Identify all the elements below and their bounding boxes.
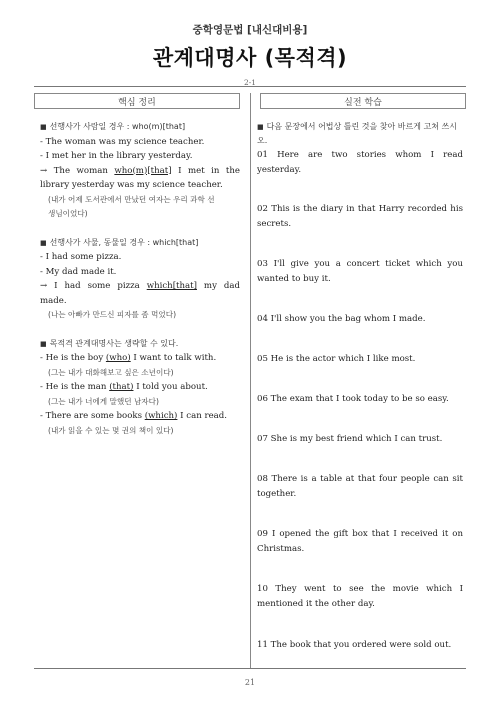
- page-number: 21: [244, 678, 256, 687]
- square-bullet-icon: ■: [257, 123, 264, 131]
- translation-note: (나는 아빠가 만드신 피자를 좀 먹었다): [48, 310, 177, 319]
- example-line: - He is the boy (who) I want to talk with.: [40, 353, 217, 363]
- right-column-heading: 실전 학습: [260, 93, 466, 109]
- example-line: - He is the man (that) I told you about.: [40, 382, 208, 392]
- square-bullet-icon: ■: [40, 123, 47, 131]
- question-item: 07 She is my best friend which I can trust.: [257, 434, 443, 444]
- bottom-rule: [34, 668, 466, 669]
- left-column-heading: 핵심 정리: [34, 93, 240, 109]
- example-line: - I had some pizza.: [40, 252, 122, 262]
- section-heading-1: ■ 선행사가 사람일 경우 : who(m)[that]: [40, 122, 186, 131]
- example-line: - My dad made it.: [40, 266, 117, 277]
- left-column: [40, 120, 240, 438]
- question-item: 02 This is the diary in that Harry recorded his secrets.: [257, 204, 463, 229]
- translation-note: 생님이었다): [48, 209, 88, 218]
- section-heading-3: ■ 목적격 관계대명사는 생략할 수 있다.: [40, 338, 179, 348]
- page-code: 2-1: [243, 78, 257, 87]
- series-title: 중학영문법 [내신대비용]: [192, 24, 308, 36]
- exercise-instruction: ■ 다음 문장에서 어법상 틀린 것을 찾아 바르게 고쳐 쓰시오.: [257, 122, 457, 145]
- question-item: 03 I'll give you a concert ticket which you wanted to buy it.: [257, 259, 463, 284]
- question-item: 09 I opened the gift box that I received it on Christmas.: [257, 529, 463, 554]
- question-item: 11 The book that you ordered were sold out.: [257, 640, 452, 650]
- translation-note: (내가 읽을 수 있는 몇 권의 책이 있다): [48, 425, 174, 435]
- example-line: - There are some books (which) I can read.: [40, 411, 228, 421]
- question-item: 08 There is a table at that four people can sit together.: [257, 474, 463, 499]
- section-heading-2: ■ 선행사가 사물, 동물일 경우 : which[that]: [40, 237, 199, 247]
- combined-sentence: → The woman who(m)[that] I met in the: [40, 165, 240, 176]
- combined-sentence-cont: library yesterday was my science teacher.: [40, 180, 223, 190]
- question-item: 05 He is the actor which I like most.: [257, 354, 416, 364]
- square-bullet-icon: ■: [40, 238, 47, 247]
- example-line: - I met her in the library yesterday.: [40, 151, 193, 161]
- combined-sentence-cont: made.: [40, 295, 67, 306]
- question-item: 01 Here are two stories whom I read yesterday.: [257, 150, 463, 175]
- example-line: - The woman was my science teacher.: [40, 136, 205, 147]
- question-item: 04 I'll show you the bag whom I made.: [257, 314, 426, 324]
- square-bullet-icon: ■: [40, 339, 47, 348]
- translation-note: (그는 내가 너에게 말했던 남자다): [48, 396, 159, 406]
- combined-sentence: → I had some pizza which[that] my dad: [40, 281, 240, 291]
- question-item: 06 The exam that I took today to be so easy.: [257, 394, 449, 404]
- right-column: [257, 120, 463, 658]
- translation-note: (내가 어제 도서관에서 만났던 여자는 우리 과학 선: [48, 194, 215, 204]
- top-rule: [34, 86, 466, 87]
- question-item: 10 They went to see the movie which I mentioned it the other day.: [257, 584, 463, 609]
- column-divider: [250, 93, 251, 669]
- page-title: 관계대명사 (목적격): [152, 46, 348, 70]
- translation-note: (그는 내가 대화해보고 싶은 소년이다): [48, 367, 174, 377]
